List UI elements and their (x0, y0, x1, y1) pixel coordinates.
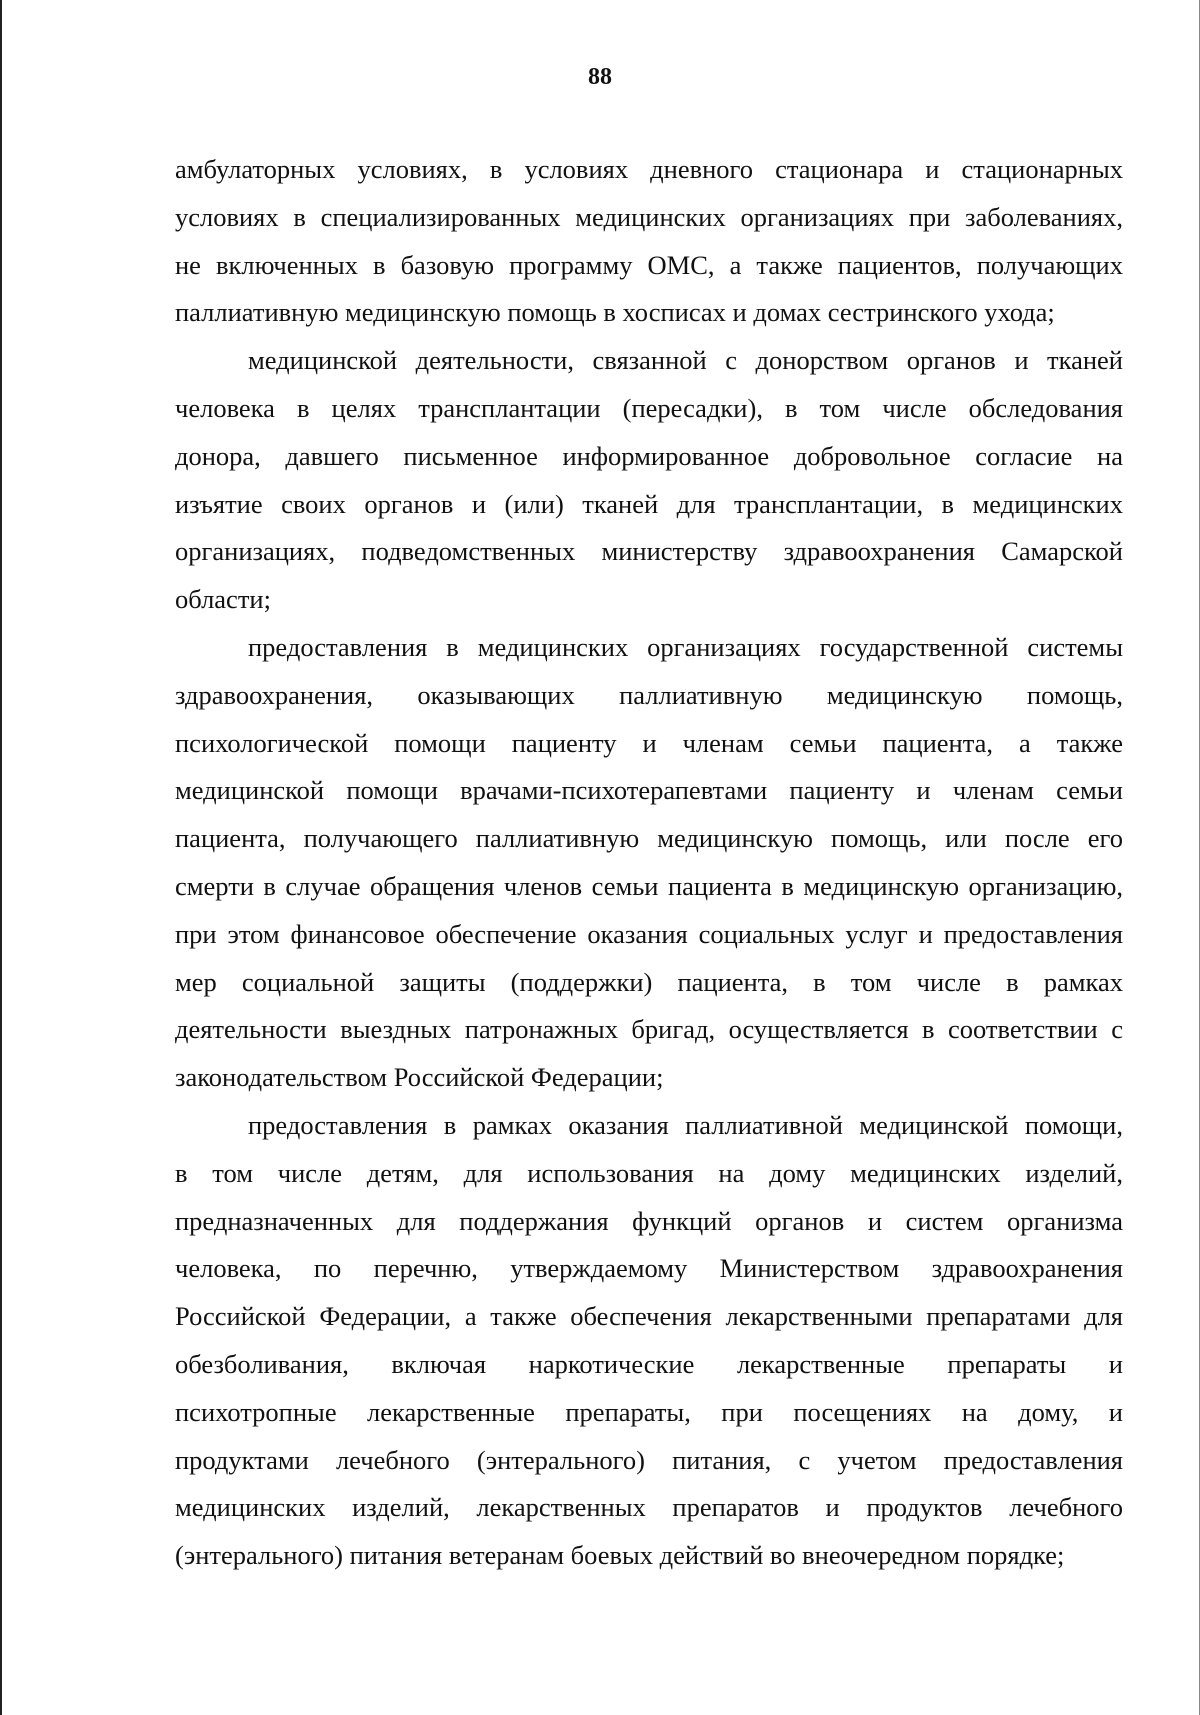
text-line: деятельности выездных патронажных бригад, осуществляется в соответствии с (175, 1014, 1123, 1045)
text-line: не включенных в базовую программу ОМС, а также пациентов, получающих (175, 249, 1123, 280)
text-line: при этом финансовое обеспечение оказания социальных услуг и предоставления (175, 918, 1123, 949)
text-line: условиях в специализированных медицинских организациях при заболеваниях, (175, 201, 1123, 232)
text-line: медицинских изделий, лекарственных препаратов и продуктов лечебного (175, 1492, 1123, 1523)
text-line: законодательством Российской Федерации; (175, 1062, 664, 1093)
text-line: организациях, подведомственных министерству здравоохранения Самарской (175, 536, 1123, 567)
text-line: мер социальной защиты (поддержки) пациента, в том числе в рамках (175, 966, 1123, 997)
text-line: в том числе детям, для использования на дому медицинских изделий, (175, 1157, 1123, 1188)
text-line: предоставления в рамках оказания паллиативной медицинской помощи, (248, 1109, 1123, 1140)
text-line: человека в целях трансплантации (пересадки), в том числе обследования (175, 392, 1123, 423)
text-line: паллиативную медицинскую помощь в хосписах и домах сестринского ухода; (175, 297, 1055, 328)
text-line: смерти в случае обращения членов семьи пациента в медицинскую организацию, (175, 870, 1123, 901)
paragraph (175, 624, 1123, 1102)
text-line: (энтерального) питания ветеранам боевых действий во внеочередном порядке; (175, 1540, 1065, 1571)
text-line: продуктами лечебного (энтерального) питания, с учетом предоставления (175, 1444, 1123, 1475)
text-line: амбулаторных условиях, в условиях дневного стационара и стационарных (175, 154, 1123, 184)
text-line: области; (175, 584, 271, 615)
text-line: медицинской помощи врачами-психотерапевтами пациенту и членам семьи (175, 775, 1123, 806)
text-line: изъятие своих органов и (или) тканей для трансплантации, в медицинских (175, 488, 1123, 519)
text-line: здравоохранения, оказывающих паллиативную медицинскую помощь, (175, 679, 1123, 710)
text-line: человека, по перечню, утверждаемому Министерством здравоохранения (175, 1253, 1123, 1284)
scan-edge-left (0, 0, 2, 1715)
text-line: Российской Федерации, а также обеспечения лекарственными препаратами для (175, 1301, 1123, 1332)
text-line: предоставления в медицинских организациях государственной системы (248, 631, 1123, 662)
text-line: пациента, получающего паллиативную медицинскую помощь, или после его (175, 823, 1123, 854)
paragraph (175, 146, 1123, 337)
text-line: обезболивания, включая наркотические лекарственные препараты и (175, 1348, 1123, 1379)
text-line: психологической помощи пациенту и членам семьи пациента, а также (175, 727, 1123, 758)
page-number: 88 (588, 64, 612, 90)
text-line: донора, давшего письменное информированное добровольное согласие на (175, 440, 1123, 471)
text-line: предназначенных для поддержания функций органов и систем организма (175, 1205, 1123, 1236)
document-body (175, 146, 1123, 1580)
paragraph (175, 1102, 1123, 1580)
text-line: психотропные лекарственные препараты, при посещениях на дому, и (175, 1396, 1123, 1427)
paragraph (175, 337, 1123, 624)
text-line: медицинской деятельности, связанной с донорством органов и тканей (248, 345, 1123, 376)
